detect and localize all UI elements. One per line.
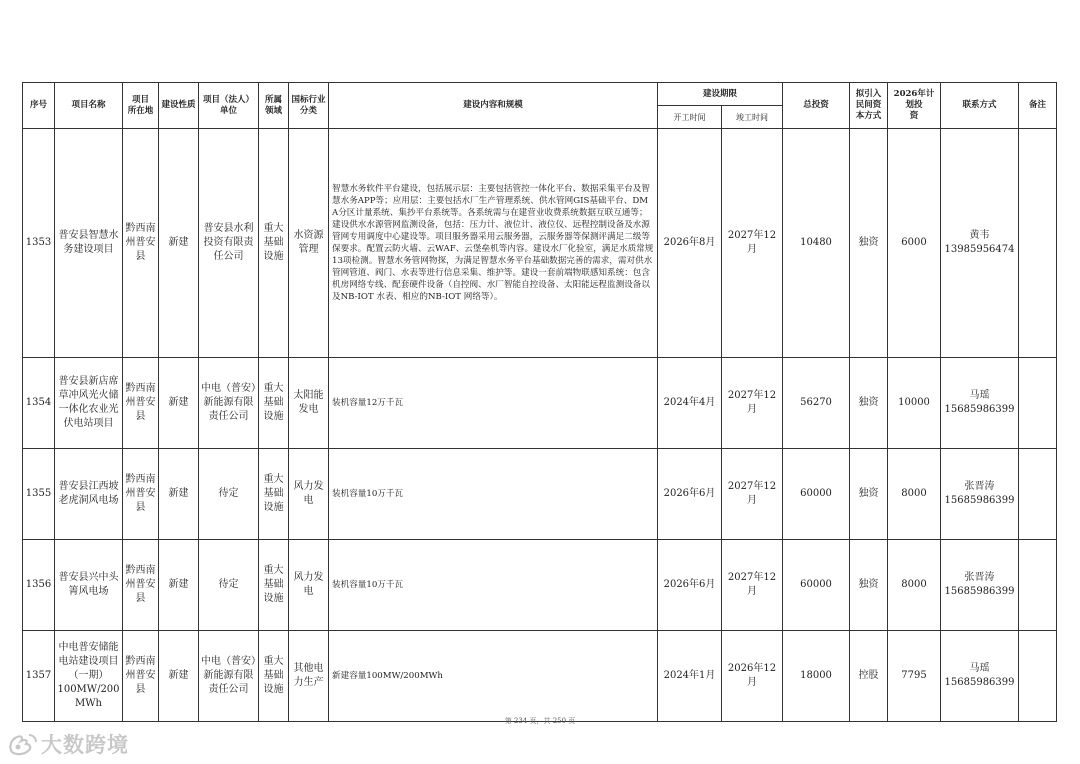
cell-start: 2026年6月 — [658, 540, 722, 631]
cell-end: 2027年12月 — [722, 449, 783, 540]
cell-content: 装机容量10万千瓦 — [329, 449, 658, 540]
cell-name: 普安县兴中头箐风电场 — [55, 540, 123, 631]
table-row — [23, 129, 1057, 358]
cell-note — [1019, 129, 1057, 358]
cell-start: 2024年4月 — [658, 358, 722, 449]
cell-name: 普安县智慧水务建设项目 — [55, 129, 123, 358]
cell-invest: 18000 — [783, 631, 850, 722]
table-row — [23, 449, 1057, 540]
cell-end: 2027年12月 — [722, 129, 783, 358]
cell-industry: 风力发电 — [289, 540, 329, 631]
cell-content: 装机容量12万千瓦 — [329, 358, 658, 449]
header-contact: 联系方式 — [941, 83, 1019, 129]
cell-note — [1019, 358, 1057, 449]
header-content: 建设内容和规模 — [329, 83, 658, 129]
cell-contact: 马瑶 15685986399 — [941, 631, 1019, 722]
cell-seq: 1357 — [23, 631, 55, 722]
cell-contact: 黄韦 13985956474 — [941, 129, 1019, 358]
cell-seq: 1353 — [23, 129, 55, 358]
cell-invest: 60000 — [783, 540, 850, 631]
header-name: 项目名称 — [55, 83, 123, 129]
cell-nature: 新建 — [159, 129, 199, 358]
cell-domain: 重大基础设施 — [259, 449, 289, 540]
table-row — [23, 358, 1057, 449]
cell-content: 智慧水务软件平台建设，包括展示层：主要包括管控一体化平台、数据采集平台及智慧水务APP等；应用层：主要包括水厂生产管理系统、供水管网GIS基础平台、DMA分区计量系统、集抄平台系统等。各系统需与在建营业收费系统数据互联互通等；建设供水水源管网监测设备，包括：压力计、液位计、液位仪、远程控制设备及水源管网专用调度中心建设等。项目服务器采用云服务器，云服务器等保测评满足二级等保要求。配置云防火墙、云WAF、云堡垒机等内容。建设水厂化验室，满足水质常规13项检测。智慧水务管网物探，为满足智慧水务平台基础数据完善的需求，需对供水管网管道、阀门、水表等进行信息采集、维护等。建设一套前端物联感知系统：包含机房网络专线、配套硬件设备（自控阀、水厂智能自控设备、太阳能远程监测设备以及NB-IOT 水表、相应的NB-IOT 网络等）。 — [329, 129, 658, 358]
header-domain: 所属 领域 — [259, 83, 289, 129]
cell-start: 2026年8月 — [658, 129, 722, 358]
cell-location: 黔西南州普安县 — [123, 449, 159, 540]
cell-nature: 新建 — [159, 358, 199, 449]
cell-domain: 重大基础设施 — [259, 358, 289, 449]
cell-location: 黔西南州普安县 — [123, 631, 159, 722]
cell-unit: 待定 — [199, 540, 259, 631]
cell-seq: 1354 — [23, 358, 55, 449]
cell-nature: 新建 — [159, 631, 199, 722]
cell-content: 新建容量100MW/200MWh — [329, 631, 658, 722]
header-capital: 拟引入 民间资 本方式 — [850, 83, 888, 129]
watermark-text: 大数跨境 — [41, 733, 129, 757]
cell-unit: 中电（普安）新能源有限责任公司 — [199, 358, 259, 449]
table-row — [23, 540, 1057, 631]
cell-nature: 新建 — [159, 540, 199, 631]
cell-seq: 1356 — [23, 540, 55, 631]
cell-end: 2027年12月 — [722, 358, 783, 449]
project-table — [22, 82, 1057, 722]
cell-unit: 普安县水利投资有限责任公司 — [199, 129, 259, 358]
header-unit: 项目（法人） 单位 — [199, 83, 259, 129]
cell-unit: 待定 — [199, 449, 259, 540]
watermark — [8, 730, 129, 758]
cell-invest: 10480 — [783, 129, 850, 358]
cell-domain: 重大基础设施 — [259, 540, 289, 631]
cell-note — [1019, 631, 1057, 722]
project-table-sheet — [22, 82, 1056, 722]
cell-location: 黔西南州普安县 — [123, 540, 159, 631]
cell-capital: 独资 — [850, 540, 888, 631]
cell-start: 2026年6月 — [658, 449, 722, 540]
cell-note — [1019, 449, 1057, 540]
cell-capital: 控股 — [850, 631, 888, 722]
cell-capital: 独资 — [850, 129, 888, 358]
cell-end: 2027年12月 — [722, 540, 783, 631]
cell-name: 中电普安储能电站建设项目（一期） 100MW/200MWh — [55, 631, 123, 722]
table-body — [23, 129, 1057, 722]
cell-industry: 水资源管理 — [289, 129, 329, 358]
cell-domain: 重大基础设施 — [259, 129, 289, 358]
header-note: 备注 — [1019, 83, 1057, 129]
cell-domain: 重大基础设施 — [259, 631, 289, 722]
cell-plan: 8000 — [888, 449, 941, 540]
cell-capital: 独资 — [850, 449, 888, 540]
cell-contact: 马瑶 15685986399 — [941, 358, 1019, 449]
weibo-logo-icon — [8, 732, 38, 756]
header-end: 竣工时间 — [722, 106, 783, 129]
header-location: 项目 所在地 — [123, 83, 159, 129]
cell-location: 黔西南州普安县 — [123, 129, 159, 358]
page-number: 第 234 页，共 250 页 — [504, 717, 576, 725]
cell-invest: 60000 — [783, 449, 850, 540]
cell-plan: 8000 — [888, 540, 941, 631]
cell-plan: 6000 — [888, 129, 941, 358]
cell-contact: 张晋涛 15685986399 — [941, 540, 1019, 631]
table-row — [23, 631, 1057, 722]
cell-name: 普安县新店席草冲风光火储一体化农业光伏电站项目 — [55, 358, 123, 449]
header-invest: 总投资 — [783, 83, 850, 129]
header-nature: 建设性质 — [159, 83, 199, 129]
header-plan: 2026年计划投 资 — [888, 83, 941, 129]
cell-industry: 其他电力生产 — [289, 631, 329, 722]
header-start: 开工时间 — [658, 106, 722, 129]
cell-unit: 中电（普安）新能源有限责任公司 — [199, 631, 259, 722]
cell-industry: 太阳能发电 — [289, 358, 329, 449]
cell-nature: 新建 — [159, 449, 199, 540]
cell-content: 装机容量10万千瓦 — [329, 540, 658, 631]
cell-start: 2024年1月 — [658, 631, 722, 722]
cell-invest: 56270 — [783, 358, 850, 449]
cell-plan: 7795 — [888, 631, 941, 722]
header-seq: 序号 — [23, 83, 55, 129]
cell-end: 2026年12月 — [722, 631, 783, 722]
cell-capital: 独资 — [850, 358, 888, 449]
cell-note — [1019, 540, 1057, 631]
header-industry: 国标行业 分类 — [289, 83, 329, 129]
cell-name: 普安县江西坡老虎洞风电场 — [55, 449, 123, 540]
cell-contact: 张晋涛 15685986399 — [941, 449, 1019, 540]
header-row — [23, 83, 1057, 106]
header-period: 建设期限 — [658, 83, 783, 106]
cell-location: 黔西南州普安县 — [123, 358, 159, 449]
cell-plan: 10000 — [888, 358, 941, 449]
cell-seq: 1355 — [23, 449, 55, 540]
cell-industry: 风力发电 — [289, 449, 329, 540]
